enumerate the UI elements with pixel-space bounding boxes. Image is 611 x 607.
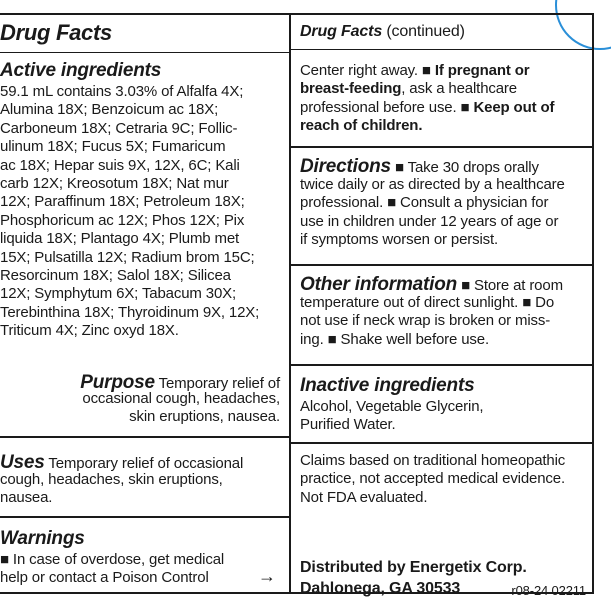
purpose-text: skin eruptions, nausea. (129, 408, 280, 425)
purpose-text: occasional cough, headaches, (82, 390, 280, 407)
divider (0, 436, 289, 438)
other-info-line (300, 274, 563, 296)
list-item: 59.1 mL contains 3.03% of Alfalfa 4X; (0, 83, 244, 100)
list-item: ulinum 18X; Fucus 5X; Fumaricum (0, 138, 226, 156)
divider (0, 52, 289, 53)
list-item: Terebinthina 18X; Thyroidinum 9X, 12X; (0, 303, 260, 321)
directions-line (300, 156, 539, 178)
divider (291, 442, 592, 444)
list-item: Carboneum 18X; Cetraria 9C; Follic- (0, 119, 238, 137)
warnings-text: ■ In case of overdose, get medical (0, 551, 225, 568)
divider (291, 364, 592, 366)
directions-text: if symptoms worsen or persist. (300, 231, 499, 249)
other-info-text: ■ Store at room (457, 277, 563, 294)
divider (291, 146, 592, 148)
inactive-heading: Inactive ingredients (300, 375, 475, 396)
warnings-cont-line: professional before use. ■ Keep out of (300, 98, 555, 116)
continued-title (300, 23, 465, 41)
warnings-heading: Warnings (0, 528, 85, 549)
inactive-text: Purified Water. (300, 416, 396, 434)
divider (291, 264, 592, 266)
directions-text: ■ Take 30 drops orally (390, 159, 539, 176)
list-item: ac 18X; Hepar suis 9X, 12X, 6C; Kali (0, 156, 240, 174)
uses-text: Temporary relief of occasional (48, 455, 244, 472)
continued-title-suffix: (continued) (382, 23, 465, 40)
purpose-text: Temporary relief of (158, 375, 280, 392)
drug-facts-title: Drug Facts (0, 20, 112, 45)
uses-heading: Uses (0, 452, 45, 473)
list-item: 15X; Pulsatilla 12X; Radium brom 15C; (0, 248, 255, 266)
inactive-text: Alcohol, Vegetable Glycerin, (300, 398, 484, 415)
other-info-text: temperature out of direct sunlight. ■ Do (300, 294, 555, 311)
distributor-address: Dahlonega, GA 30533 (300, 580, 461, 597)
directions-text: twice daily or as directed by a healthcare (300, 176, 565, 193)
warnings-cont-line: reach of children. (300, 117, 423, 135)
warnings-cont-line: Center right away. ■ If pregnant or (300, 62, 530, 79)
list-item: Triticum 4X; Zinc oxyd 18X. (0, 322, 179, 340)
list-item: Alumina 18X; Benzoicum ac 18X; (0, 101, 219, 119)
list-item: 12X; Paraffinum 18X; Petroleum 18X; (0, 193, 245, 211)
left-column (0, 15, 291, 592)
label-code: r08-24 02211 (511, 583, 586, 598)
warnings-cont-line: breast-feeding, ask a healthcare (300, 80, 517, 98)
drug-facts-label (0, 13, 594, 598)
other-info-text: not use if neck wrap is broken or miss- (300, 312, 551, 330)
list-item: carb 12X; Kreosotum 18X; Nat mur (0, 175, 229, 192)
uses-text: nausea. (0, 489, 53, 507)
directions-text: use in children under 12 years of age or (300, 212, 559, 230)
list-item: Phosphoricum ac 12X; Phos 12X; Pix (0, 211, 245, 229)
claims-text: practice, not accepted medical evidence. (300, 470, 565, 488)
directions-text: professional. ■ Consult a physician for (300, 194, 549, 212)
claims-text: Claims based on traditional homeopathic (300, 452, 566, 469)
list-item: 12X; Symphytum 6X; Tabacum 30X; (0, 285, 237, 303)
continued-title-main: Drug Facts (300, 23, 383, 40)
other-info-heading: Other information (300, 274, 458, 295)
continue-arrow-icon: → (258, 566, 276, 586)
other-info-text: ing. ■ Shake well before use. (300, 330, 489, 348)
divider (291, 49, 592, 50)
divider (0, 516, 289, 518)
claims-text: Not FDA evaluated. (300, 488, 428, 506)
warnings-text: help or contact a Poison Control (0, 569, 209, 587)
active-ingredients-heading: Active ingredients (0, 60, 162, 81)
right-column (291, 15, 592, 598)
directions-heading: Directions (300, 156, 391, 177)
distributor-name: Distributed by Energetix Corp. (300, 559, 527, 576)
list-item: Resorcinum 18X; Salol 18X; Silicea (0, 267, 231, 284)
uses-text: cough, headaches, skin eruptions, (0, 471, 223, 488)
list-item: liquida 18X; Plantago 4X; Plumb met (0, 230, 240, 248)
purpose-heading: Purpose (80, 372, 155, 393)
